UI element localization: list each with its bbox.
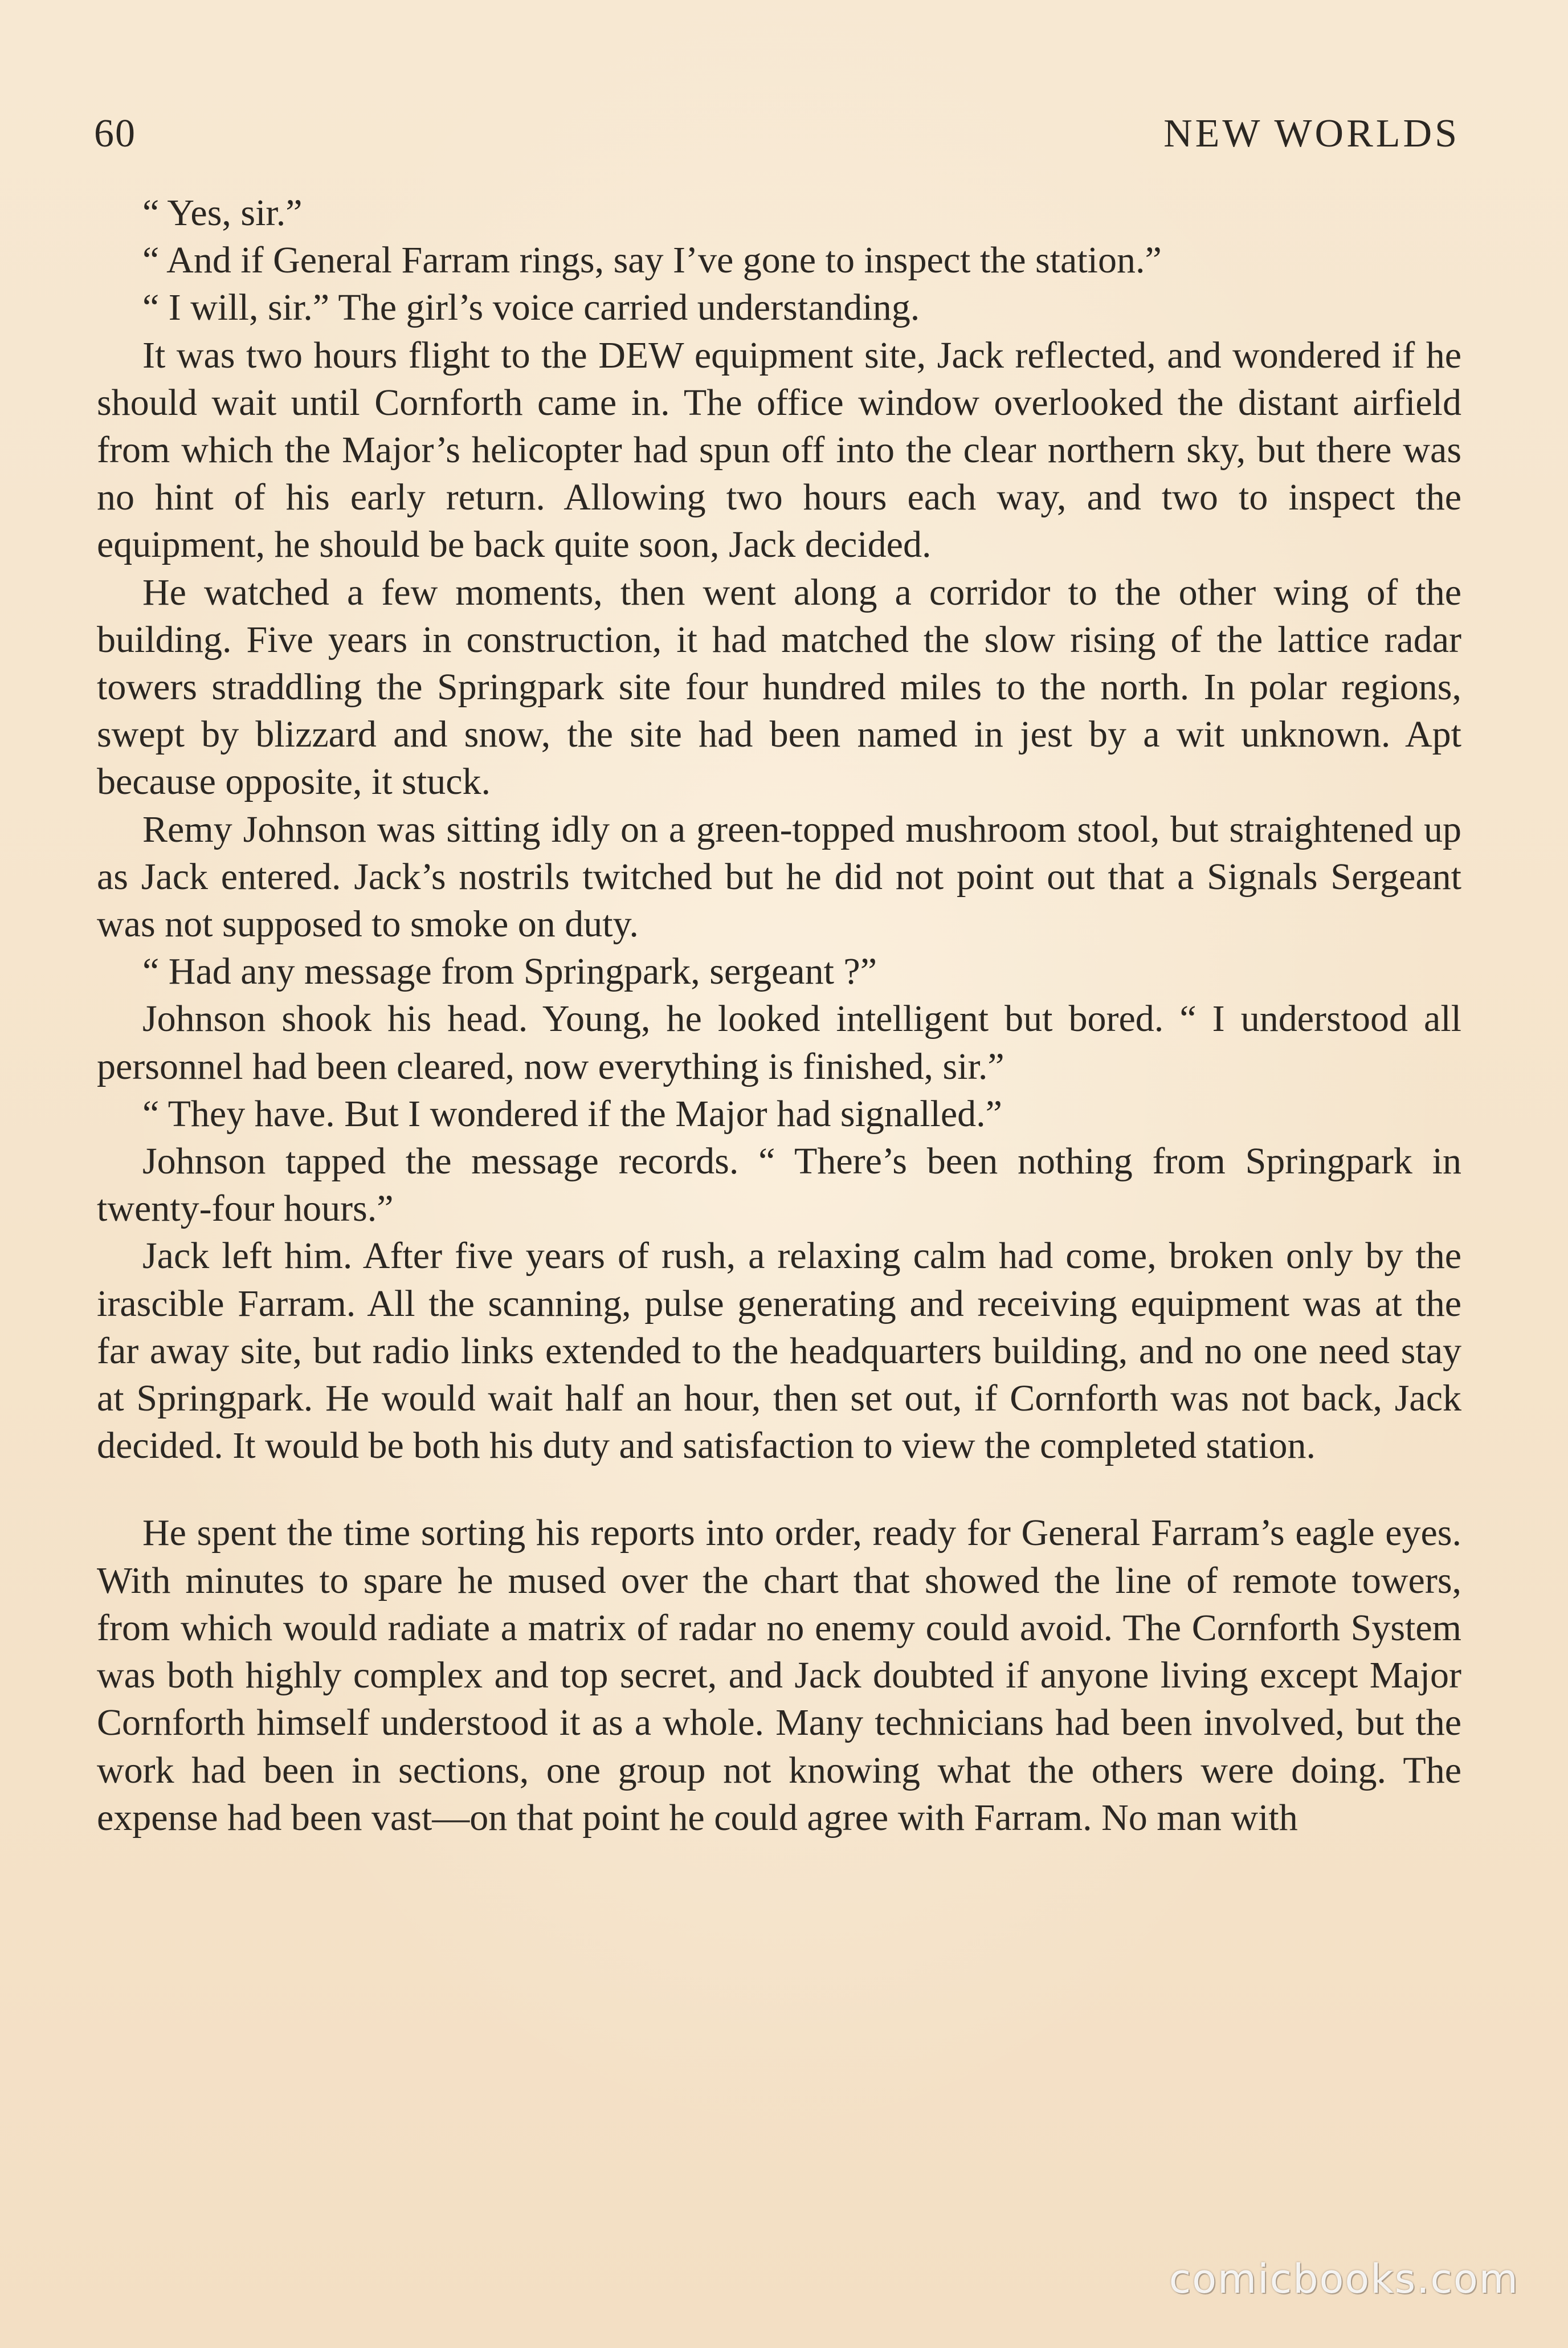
running-head (94, 108, 1460, 160)
narrative-paragraph: Remy Johnson was sitting idly on a green-topped mushroom stool, but straightened up as Jack entered. Jack’s nostrils twitched but he did not point out that a Signals Sergeant was not supposed to smoke on duty. (97, 808, 1461, 945)
narrative-paragraph: Johnson tapped the message records. “ There’s been nothing from Springpark in twenty-four hours.” (97, 1140, 1461, 1230)
dialogue-paragraph: “ And if General Farram rings, say I’ve gone to inspect the station.” (142, 239, 1162, 282)
page-number: 60 (94, 112, 136, 156)
narrative-paragraph: Johnson shook his head. Young, he looked intelligent but bored. “ I understood all personnel had been cleared, now everything is finished, sir.” (97, 998, 1461, 1087)
narrative-paragraph: Jack left him. After five years of rush, a relaxing calm had come, broken only by the irascible Farram. All the scanning, pulse generating and receiving equipment was at the far away site, but radio links extended to the headquarters building, and no one need stay at Springpark. He would wait half an hour, then set out, if Cornforth was not back, Jack decided. It would be both his duty and satisfaction to view the completed station. (97, 1235, 1461, 1467)
dialogue-paragraph: “ They have. But I wondered if the Major had signalled.” (142, 1093, 1002, 1135)
section-break (97, 1469, 1461, 1509)
narrative-paragraph: He spent the time sorting his reports into order, ready for General Farram’s eagle eyes. With minutes to spare he mused over the chart that showed the line of remote towers, from which would radiate a matrix of radar no enemy could avoid. The Cornforth System was both highly complex and top secret, and Jack doubted if anyone living except Major Cornforth himself understood it as a whole. Many technicians had been involved, but the work had been in sections, one group not knowing what the others were doing. The expense had been vast—on that point he could agree with Farram. No man with (97, 1512, 1461, 1839)
narrative-paragraph: He watched a few moments, then went along a corridor to the other wing of the building. Five years in construction, it had matched the slow rising of the lattice radar towers straddling the Springpark site four hundred miles to the north. In polar regions, swept by blizzard and snow, the site had been named in jest by a wit unknown. Apt because opposite, it stuck. (97, 571, 1461, 803)
site-watermark: comicbooks.com (1169, 2256, 1519, 2302)
dialogue-paragraph: “ Had any message from Springpark, sergeant ?” (142, 951, 877, 993)
dialogue-paragraph: “ I will, sir.” The girl’s voice carried understanding. (142, 287, 920, 329)
narrative-paragraph: It was two hours flight to the DEW equipment site, Jack reflected, and wondered if he should wait until Cornforth came in. The office window overlooked the distant airfield from which the Major’s helicopter had spun off into the clear northern sky, but there was no hint of his early return. Allowing two hours each way, and two to inspect the equipment, he should be back quite soon, Jack decided. (97, 334, 1461, 566)
journal-title: NEW WORLDS (1163, 112, 1460, 156)
story-text (97, 189, 1461, 1841)
dialogue-paragraph: “ Yes, sir.” (142, 192, 303, 234)
